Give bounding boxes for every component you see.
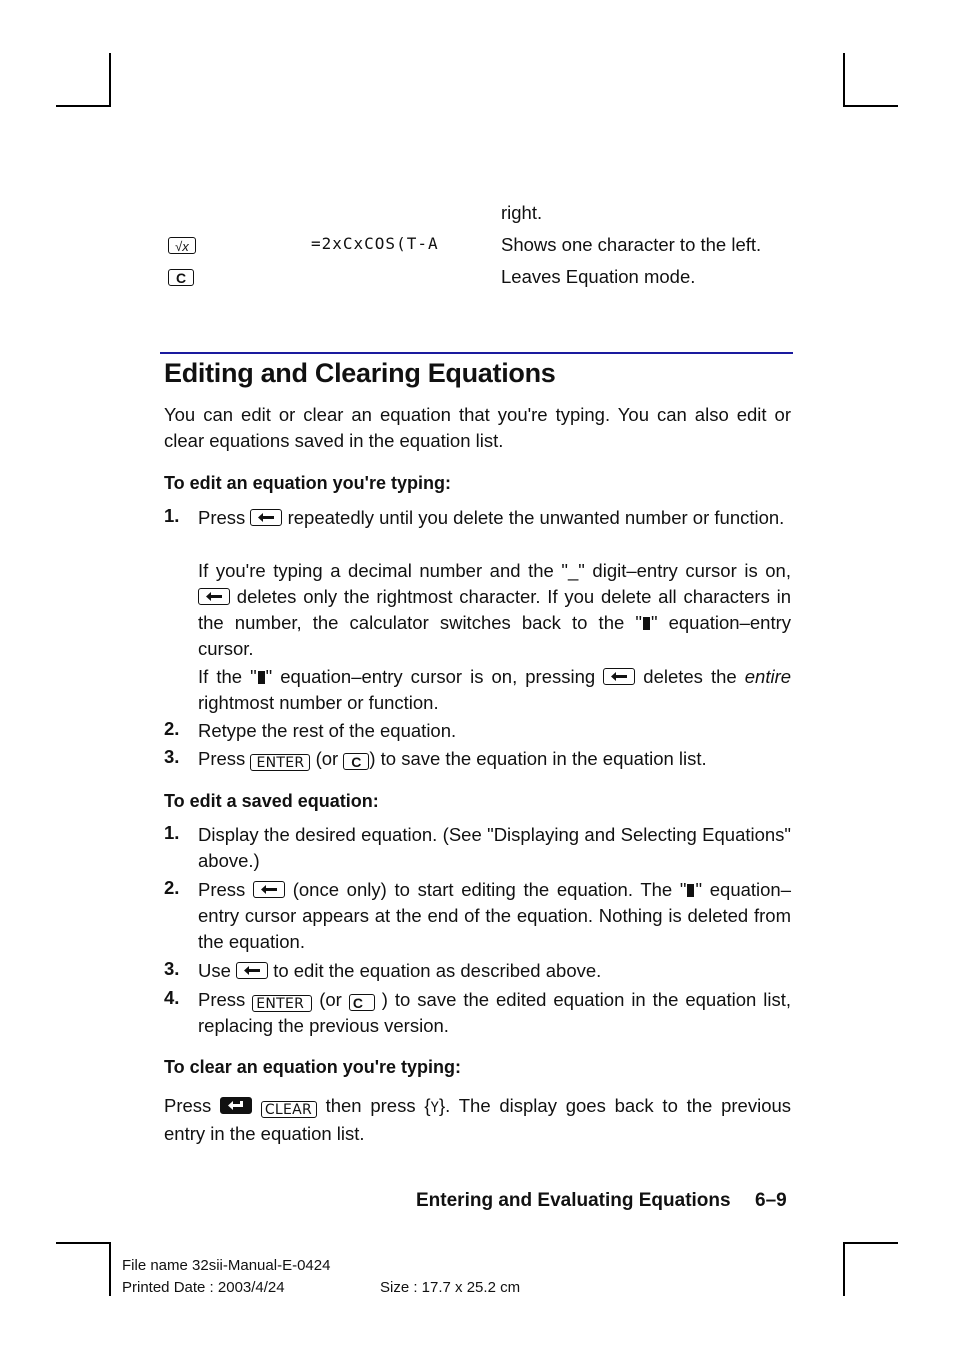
c-key <box>168 268 194 286</box>
step-text <box>198 958 791 984</box>
step-text-after: ) to save the edited equation in the equation list, replacing the previous version. <box>198 989 792 1036</box>
table-row-desc: Leaves Equation mode. <box>501 266 696 287</box>
running-footer-page: 6–9 <box>755 1190 787 1211</box>
paragraph-text: If you're typing a decimal number and the "_" digit–entry cursor is on, <box>198 560 791 581</box>
step-number: 3. <box>164 958 180 979</box>
softkey-y: Y <box>430 1100 439 1116</box>
step-text-after: repeatedly until you delete the unwanted number or function. <box>287 507 785 528</box>
sqrt-key-label: √x <box>168 237 196 254</box>
crop-mark-tl-vertical <box>109 53 111 107</box>
crop-mark-tl-horizontal <box>56 105 110 107</box>
c-key: C <box>349 994 375 1011</box>
cursor-block-icon <box>643 617 650 630</box>
section-title: Editing and Clearing Equations <box>164 358 556 388</box>
step-text-after: ) to save the equation in the equation list. <box>369 748 707 769</box>
paragraph-text: " equation–entry cursor is on, pressing <box>265 666 596 687</box>
crop-mark-bl-horizontal <box>56 1242 110 1244</box>
crop-mark-br-horizontal <box>843 1242 898 1244</box>
press-label: Press <box>198 989 246 1010</box>
step-number: 2. <box>164 877 180 898</box>
section-intro: You can edit or clear an equation that you're typing. You can also edit or clear equations saved in the equation list. <box>164 404 791 451</box>
paragraph-text: deletes only the rightmost character. If you delete all characters in the number, the calculator switches back to the " <box>198 586 791 633</box>
step-number: 4. <box>164 987 180 1008</box>
table-row-desc: Shows one character to the left. <box>501 234 762 255</box>
step-text-part: (once only) to start editing the equation. The " <box>292 879 687 900</box>
clear-key: CLEAR <box>261 1101 317 1118</box>
file-name: File name 32sii-Manual-E-0424 <box>122 1257 331 1274</box>
subheading-edit-typing: To edit an equation you're typing: <box>164 473 451 493</box>
step-number: 2. <box>164 718 180 739</box>
backspace-key <box>253 881 285 898</box>
subheading-edit-saved: To edit a saved equation: <box>164 791 379 811</box>
press-label: Press <box>198 507 246 528</box>
clear-paragraph <box>164 1093 791 1147</box>
press-label: Press <box>164 1095 212 1116</box>
paragraph-text: If the " <box>198 666 257 687</box>
c-key: C <box>343 753 369 770</box>
paper-size: Size : 17.7 x 25.2 cm <box>380 1279 521 1296</box>
step-number: 1. <box>164 505 180 526</box>
section-rule <box>160 352 793 354</box>
enter-key: ENTER <box>250 754 310 771</box>
table-row-desc: right. <box>501 202 543 223</box>
press-label: Press <box>198 879 246 900</box>
crop-mark-tr-horizontal <box>843 105 898 107</box>
backspace-key <box>198 588 230 605</box>
enter-key: ENTER <box>252 995 312 1012</box>
crop-mark-br-vertical <box>843 1242 845 1296</box>
or-label: (or <box>315 748 339 769</box>
step-paragraph <box>198 664 791 716</box>
step-text-part: " equation–entry cursor appears at the end of the equation. Nothing is deleted from the equation. <box>198 879 792 952</box>
cursor-block-icon <box>258 671 265 684</box>
crop-mark-bl-vertical <box>109 1242 111 1296</box>
step-text <box>198 746 791 772</box>
step-text: Display the desired equation. (See "Displaying and Selecting Equations" above.) <box>198 824 791 871</box>
left-shift-key <box>220 1097 252 1114</box>
or-label: (or <box>319 989 342 1010</box>
step-text: Retype the rest of the equation. <box>198 720 457 741</box>
paragraph-text: " equation–entry cursor. <box>198 612 791 659</box>
cursor-block-icon <box>687 884 694 897</box>
step-paragraph <box>198 558 791 662</box>
step-number: 3. <box>164 746 180 767</box>
sqrt-key <box>168 236 196 254</box>
use-label: Use <box>198 960 231 981</box>
paragraph-text: rightmost number or function. <box>198 692 439 713</box>
paragraph-text: deletes the <box>643 666 737 687</box>
emphasis-text: entire <box>744 666 792 687</box>
step-text <box>198 505 791 531</box>
backspace-key <box>250 509 282 526</box>
step-text <box>198 987 791 1039</box>
paragraph-text: }. The display goes back to the previous entry in the equation list. <box>164 1095 792 1144</box>
backspace-key <box>236 962 268 979</box>
paragraph-text: then press { <box>325 1095 431 1116</box>
c-key-label: C <box>168 269 194 286</box>
press-label: Press <box>198 748 246 769</box>
step-text <box>198 877 791 955</box>
printed-date: Printed Date : 2003/4/24 <box>122 1279 285 1296</box>
backspace-key <box>603 668 635 685</box>
step-text-after: to edit the equation as described above. <box>273 960 602 981</box>
crop-mark-tr-vertical <box>843 53 845 107</box>
running-footer-chapter: Entering and Evaluating Equations <box>416 1190 731 1211</box>
display-readout: =2xCxCOS(T-A <box>311 234 439 253</box>
step-number: 1. <box>164 822 180 843</box>
subheading-clear-typing: To clear an equation you're typing: <box>164 1057 461 1077</box>
